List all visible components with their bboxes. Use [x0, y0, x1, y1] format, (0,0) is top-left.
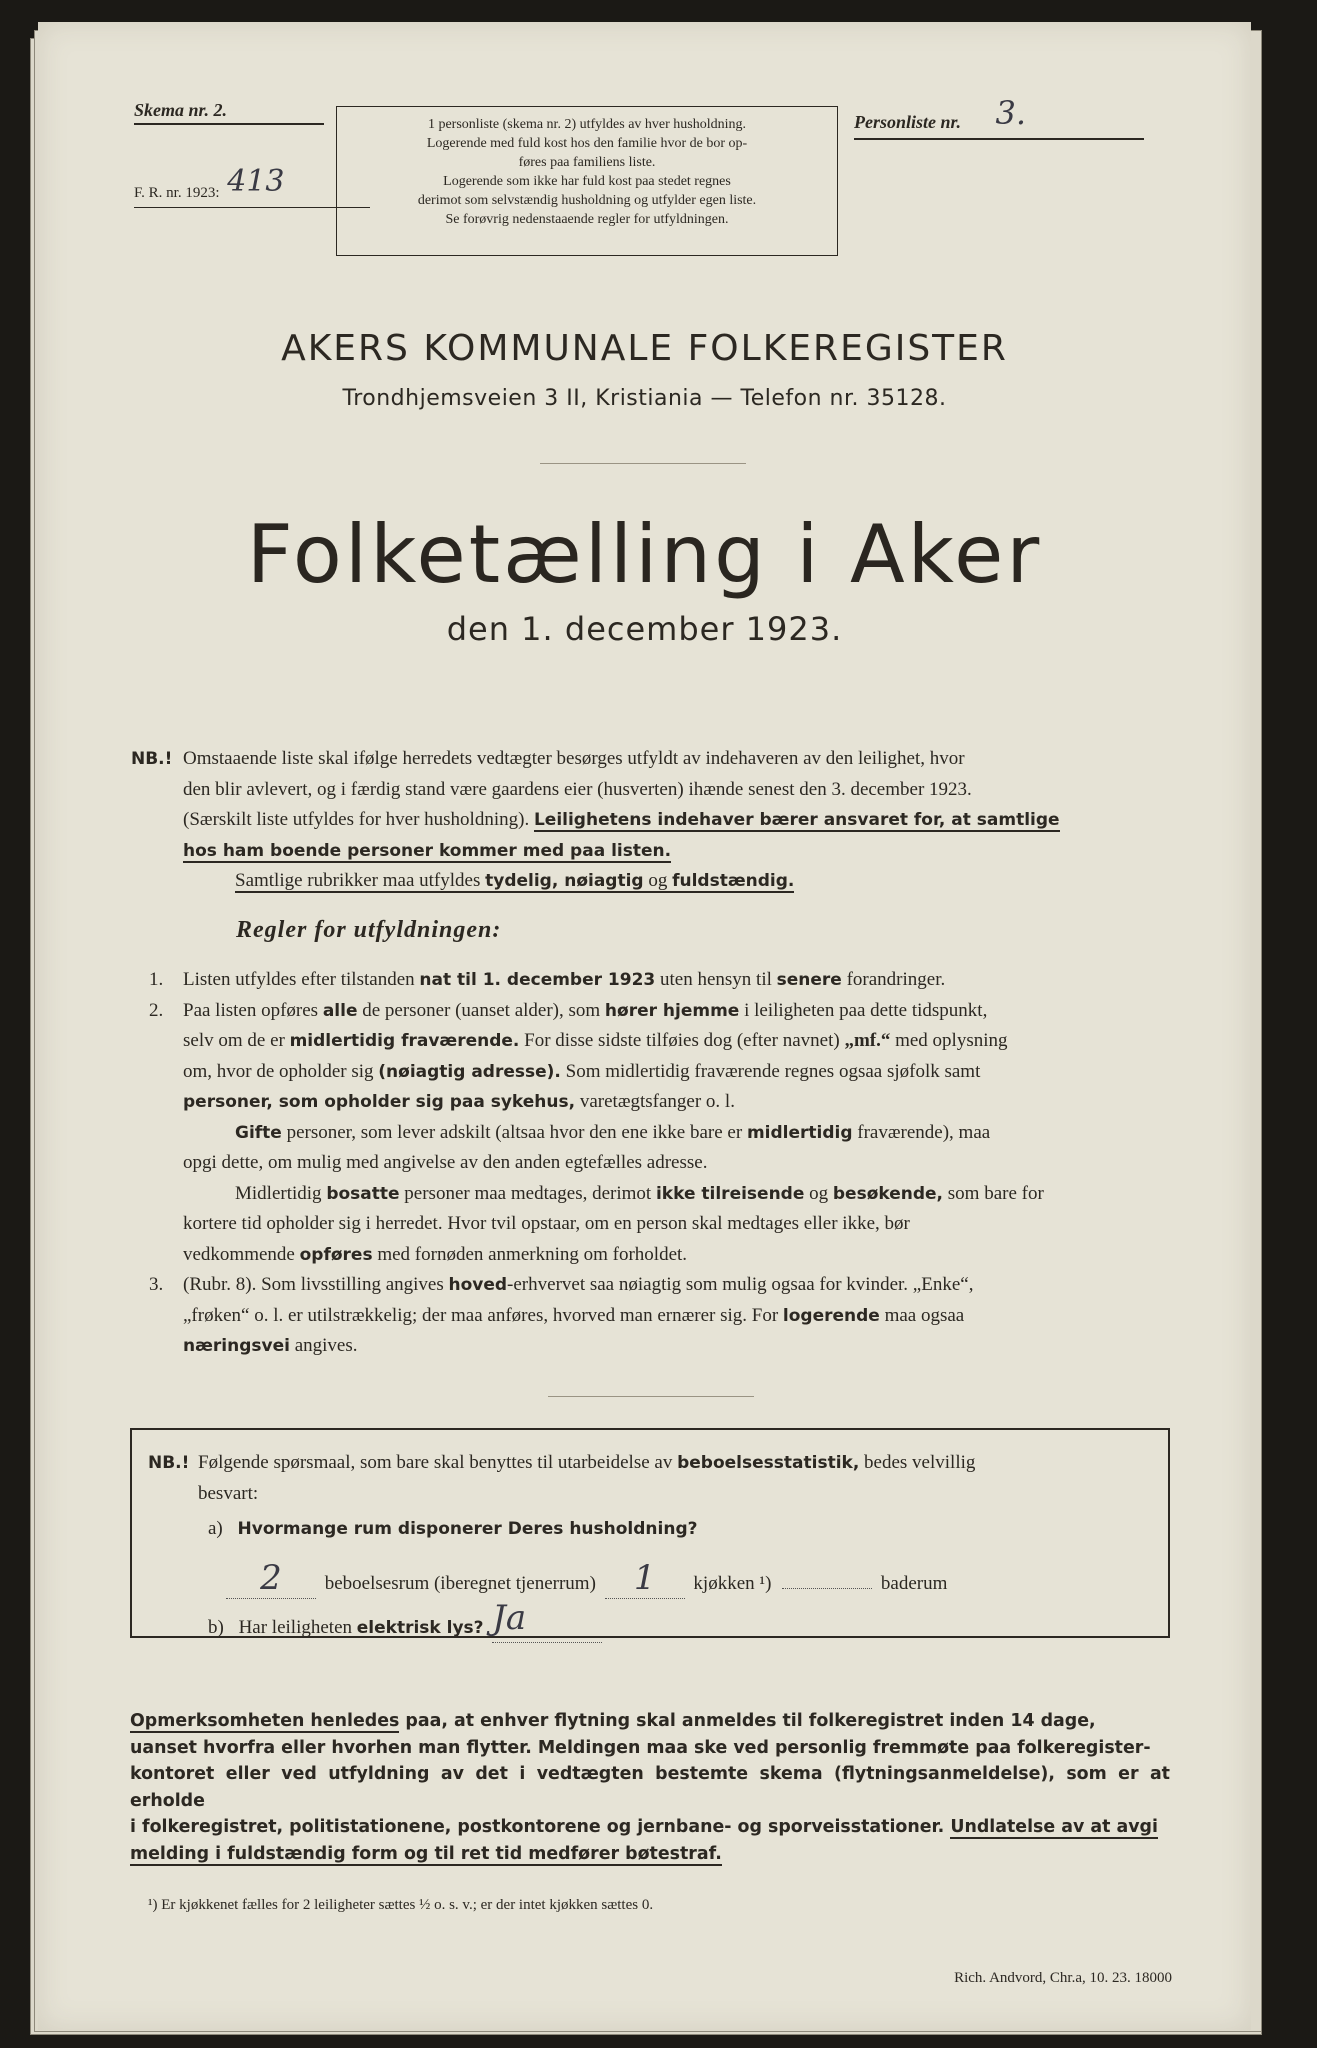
rule-2-line-9 [183, 1240, 1151, 1271]
rule-1 [149, 965, 1151, 996]
bath-field[interactable] [782, 1566, 872, 1589]
box-line-3: føres paa familiens liste. [518, 155, 656, 170]
rule-2-l9c: med fornøden anmerkning om forholdet. [377, 1243, 688, 1265]
rule-2-l2e: med oplysning [895, 1030, 1008, 1051]
rule-3-number: 3. [149, 1274, 164, 1295]
rule-3-l2a: „frøken“ o. l. er utilstrækkelig; der maa anføres, hvorved man ernærer sig. For [183, 1304, 779, 1326]
fr-number [134, 164, 370, 208]
org-name: AKERS KOMMUNALE FOLKEREGISTER [281, 328, 1008, 369]
nb2-line-1 [198, 1448, 1148, 1479]
personliste-value: 3. [995, 94, 1027, 132]
rule-2-l1a: Paa listen opføres [183, 999, 319, 1021]
notice-line-1 [130, 1708, 1170, 1735]
rule-3-line-1 [149, 1270, 1151, 1301]
rules-section [149, 965, 1151, 1362]
rule-2-line-8: kortere tid opholder sig i herredet. Hvor tvil opstaar, om en person skal medtages eller ikke, bør [183, 1213, 910, 1234]
nb1-line-5-wrap [235, 870, 794, 893]
rooms-value: 2 [260, 1558, 282, 1598]
rule-1-number: 1. [149, 969, 164, 990]
nb1-line-5b: tydelig, nøiagtig [485, 871, 644, 891]
box-line-5: derimot som selvstændig husholdning og utfylder egen liste. [417, 193, 757, 208]
rule-2-l2d: „mf.“ [844, 1030, 891, 1051]
rule-2-l4b: varetægtsfanger o. l. [579, 1091, 735, 1112]
nb1-label: NB.! [131, 749, 173, 769]
rule-2-l5a: Gifte [235, 1122, 282, 1143]
printer-imprint: Rich. Andvord, Chr.a, 10. 23. 18000 [954, 1970, 1172, 1986]
kitchen-value: 1 [633, 1558, 656, 1598]
rule-3-l1a: (Rubr. 8). Som livsstilling angives [183, 1274, 444, 1295]
rule-2-line-3 [183, 1057, 1151, 1088]
rule-2-l7a: Midlertidig [235, 1182, 322, 1204]
rule-2-line-7 [183, 1179, 1151, 1210]
rule-2-line-5 [183, 1118, 1151, 1149]
nb1-line-1: Omstaaende liste skal ifølge herredets vedtægter besørges utfyldt av indehaveren av den leilighet, hvor [183, 748, 965, 769]
nb1-line-5c: og [648, 870, 668, 891]
rule-2-number: 2. [149, 999, 164, 1021]
nb1-line-5d: fuldstændig. [672, 871, 795, 891]
rooms-row [226, 1558, 947, 1599]
rule-3-line-3 [183, 1331, 1151, 1362]
question-b-text-a: Har leiligheten [238, 1617, 353, 1638]
notice-line-4 [130, 1814, 1170, 1841]
kitchen-field[interactable] [605, 1558, 685, 1599]
box-line-2: Logerende med fuld kost hos den familie hvor de bor op- [426, 136, 748, 151]
main-title: Folketælling i Aker [246, 508, 1043, 601]
census-form-page [38, 22, 1251, 2030]
rule-2-l2a: selv om de er [183, 1030, 285, 1051]
org-address: Trondhjemsveien 3 II, Kristiania — Telefon nr. 35128. [342, 386, 947, 411]
rule-2-l1e: i leiligheten paa dette tidspunkt, [744, 999, 988, 1021]
moving-notice [130, 1708, 1170, 1867]
box-line-4: Logerende som ikke har fuld kost paa stedet regnes [443, 174, 731, 189]
rule-2-l7g: som bare for [947, 1182, 1044, 1204]
nb1-line-2: den blir avlevert, og i færdig stand være gaardens eier (husverten) ihænde senest den 3. december 1923. [183, 778, 972, 800]
nb2-line-2: besvart: [198, 1482, 259, 1504]
divider-top [540, 463, 746, 464]
nb1-household-members: hos ham boende personer kommer med paa listen. [183, 840, 672, 861]
rule-2-line-6: opgi dette, om mulig med angivelse av den anden egtefælles adresse. [183, 1152, 708, 1173]
rule-2-l1b: alle [322, 1000, 358, 1021]
rule-2-l7c: personer maa medtages, derimot [404, 1182, 652, 1204]
fr-value: 413 [227, 164, 285, 199]
title-date: den 1. december 1923. [446, 610, 843, 648]
rule-2-l3a: om, hvor de opholder sig [183, 1060, 374, 1082]
rule-2-l4a: personer, som opholder sig paa sykehus, [183, 1092, 576, 1112]
kitchen-label: kjøkken ¹) [693, 1573, 772, 1594]
rule-2-l2b: midlertidig fraværende. [289, 1031, 520, 1051]
box-line-1: 1 personliste (skema nr. 2) utfyldes av hver husholdning. [427, 117, 747, 132]
rule-2-l7b: bosatte [326, 1183, 400, 1204]
rule-1a: Listen utfyldes efter tilstanden [183, 969, 415, 990]
nb1-line-5a: Samtlige rubrikker maa utfyldes [235, 870, 481, 891]
fr-label: F. R. nr. 1923: [134, 185, 220, 201]
rule-2-l1c: de personer (uanset alder), som [362, 999, 601, 1021]
rule-3-line-2 [183, 1301, 1151, 1332]
nb2-l1b: beboelsesstatistik, [677, 1453, 860, 1473]
rule-2-l7d: ikke tilreisende [655, 1183, 805, 1204]
rule-1c: uten hensyn til [660, 969, 772, 990]
box-line-6: Se forøvrig nedenstaaende regler for utfyldningen. [445, 212, 729, 227]
question-a [208, 1518, 697, 1540]
rule-1b: nat til 1. december 1923 [419, 970, 656, 990]
rule-2-line-4 [183, 1087, 1151, 1118]
nb1-line-3 [183, 805, 1151, 836]
notice-line-3: kontoret eller ved utfyldning av det i vedtægten bestemte skema (flytningsanmeldelse), som er at erholde [130, 1764, 1170, 1811]
skema-text: Skema nr. 2. [134, 100, 228, 120]
rules-heading: Regler for utfyldningen: [236, 917, 502, 943]
electric-light-field[interactable] [492, 1598, 602, 1643]
housing-statistics-box [130, 1428, 1170, 1638]
question-b-letter: b) [208, 1617, 224, 1638]
notice-l1a: Opmerksomheten henledes [130, 1711, 400, 1731]
rule-2-l3b: (nøiagtig adresse). [378, 1061, 561, 1082]
personliste-label: Personliste nr. [854, 112, 962, 132]
question-b [208, 1598, 602, 1643]
notice-line-5 [130, 1841, 1170, 1868]
rule-3-l2c: maa ogsaa [884, 1304, 965, 1326]
notice-l1b: paa, at enhver flytning skal anmeldes til folkeregistret inden 14 dage, [405, 1711, 1096, 1731]
notice-line-2: uanset hvorfra eller hvorhen man flytter. Meldingen maa ske ved personlig fremmøte paa folkeregister- [130, 1737, 1151, 1758]
nb2-l1c: bedes velvillig [864, 1452, 976, 1473]
nb1-line-3a: (Særskilt liste utfyldes for hver husholdning). [183, 809, 530, 830]
rule-3-l3b: angives. [294, 1335, 358, 1356]
rule-3-l2b: logerende [782, 1305, 880, 1326]
rule-2-l5c: midlertidig [746, 1122, 853, 1143]
rooms-field[interactable] [226, 1558, 316, 1599]
nb2-text [148, 1448, 1148, 1509]
rule-2-l5b: personer, som lever adskilt (altsaa hvor den ene ikke bare er [286, 1121, 743, 1143]
nb2-l1a: Følgende spørsmaal, som bare skal benyttes til utarbeidelse av [198, 1452, 673, 1473]
nb1-line-4 [183, 836, 1151, 867]
rule-2-l5d: fraværende), maa [857, 1121, 991, 1143]
bath-label: baderum [880, 1573, 948, 1594]
divider-mid [548, 1396, 754, 1397]
question-a-letter: a) [208, 1518, 223, 1539]
rule-3-l1c: -erhvervet saa nøiagtig som mulig ogsaa for kvinder. „Enke“, [507, 1274, 974, 1295]
personliste-number [854, 94, 1144, 140]
rule-2-l9b: opføres [299, 1244, 373, 1265]
rule-2-l9a: vedkommende [183, 1243, 295, 1265]
rule-2-l3c: Som midlertidig fraværende regnes ogsaa sjøfolk samt [565, 1060, 981, 1082]
nb1-line-5 [183, 866, 1151, 897]
question-b-text-b: elektrisk lys? [356, 1618, 484, 1638]
notice-l5: melding i fuldstændig form og til ret tid medfører bøtestraf. [130, 1843, 722, 1864]
question-a-text: Hvormange rum disponerer Deres husholdning? [237, 1519, 698, 1539]
rule-2-line-2 [183, 1026, 1151, 1057]
rule-2-l7f: besøkende, [832, 1183, 944, 1204]
rule-3-l1b: hoved [448, 1275, 508, 1295]
skema-label [134, 100, 324, 125]
rooms-label: beboelsesrum (iberegnet tjenerrum) [324, 1573, 596, 1594]
electric-light-value: Ja [492, 1598, 527, 1638]
nb2-label: NB.! [148, 1453, 190, 1473]
footnote: ¹) Er kjøkkenet fælles for 2 leiligheter sættes ½ o. s. v.; er der intet kjøkken sættes 0. [148, 1897, 654, 1913]
instructions-box [336, 106, 838, 256]
nb1-responsibility: Leilighetens indehaver bærer ansvaret for, at samtlige [533, 810, 1060, 830]
rule-2-l7e: og [809, 1182, 829, 1204]
rule-2-line-1 [149, 996, 1151, 1027]
notice-l4a: i folkeregistret, politistationene, postkontorene og jernbane- og sporveisstationer. [130, 1817, 945, 1837]
rule-2-l1d: hører hjemme [604, 1000, 740, 1021]
rule-1d: senere [776, 970, 842, 990]
nb-section-1 [131, 744, 1151, 897]
notice-l4b: Undlatelse av at avgi [950, 1817, 1158, 1837]
rule-2-l2c: For disse sidste tilføies dog (efter navnet) [524, 1030, 840, 1051]
rule-1e: forandringer. [846, 969, 946, 990]
rule-3-l3a: næringsvei [183, 1336, 290, 1356]
